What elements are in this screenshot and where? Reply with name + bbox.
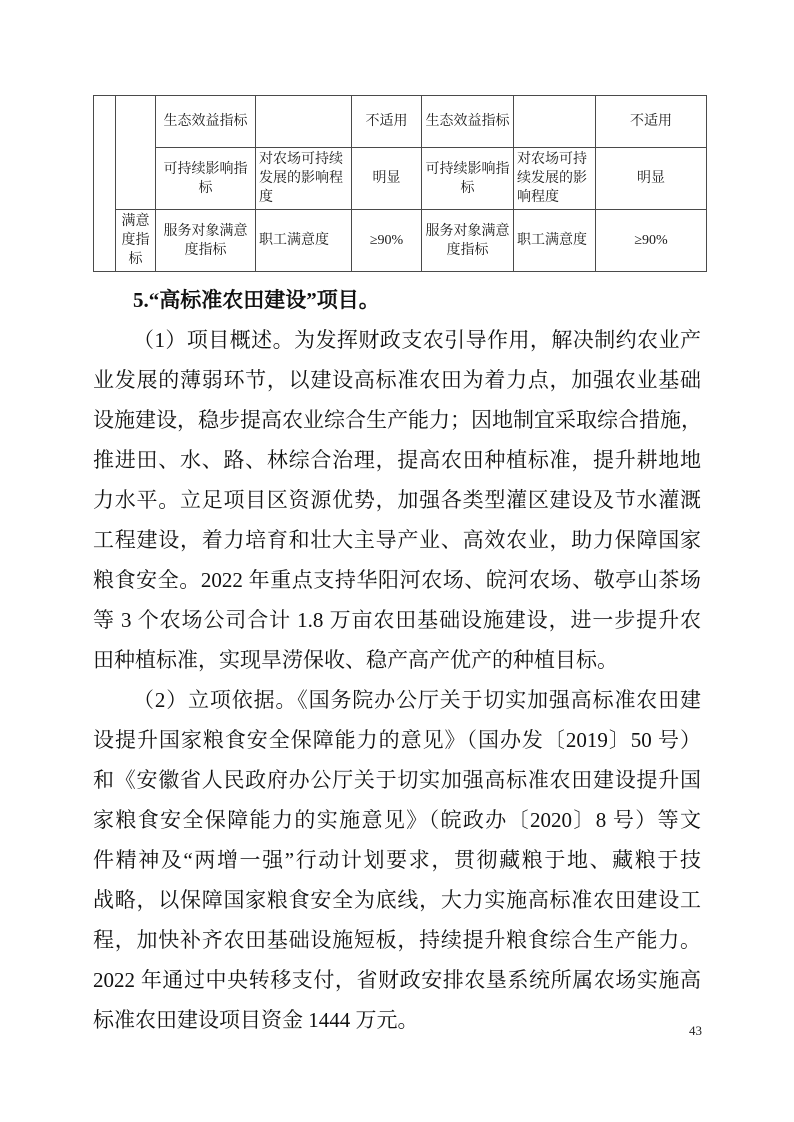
indicator-name-cell: 生态效益指标: [422, 96, 514, 148]
text-line: 设提升国家粮食安全保障能力的意见》（国办发〔2019〕50 号）: [93, 728, 701, 752]
text-line: 件精神及“两增一强”行动计划要求，贯彻藏粮于地、藏粮于技: [93, 848, 701, 872]
indicator-detail-cell: 职工满意度: [514, 210, 596, 272]
text-line: 家粮食安全保障能力的实施意见》（皖政办〔2020〕8 号）等文: [93, 808, 701, 832]
text-line: 业发展的薄弱环节，以建设高标准农田为着力点，加强农业基础: [93, 368, 701, 392]
section-heading: 5.“高标准农田建设”项目。: [133, 288, 380, 312]
indicator-name-cell: 可持续影响指标: [156, 148, 256, 210]
text-line: 战略，以保障国家粮食安全为底线，大力实施高标准农田建设工: [93, 888, 701, 912]
text-line: 田种植标准，实现旱涝保收、稳产高产优产的种植目标。: [93, 648, 618, 672]
text-line: （1）项目概述。为发挥财政支农引导作用，解决制约农业产: [133, 328, 701, 352]
indicator-value-cell: 明显: [596, 148, 707, 210]
indicator-value-cell: ≥90%: [596, 210, 707, 272]
indicator-detail-cell: [514, 96, 596, 148]
page-number: 43: [689, 1023, 702, 1038]
text-line: （2）立项依据。《国务院办公厅关于切实加强高标准农田建: [133, 688, 701, 712]
indicator-name-cell: 服务对象满意度指标: [422, 210, 514, 272]
category-cell-empty: [116, 96, 156, 210]
indicator-detail-cell: 职工满意度: [256, 210, 352, 272]
indicator-value-cell: 不适用: [352, 96, 422, 148]
category-cell: 满意度指标: [116, 210, 156, 272]
body-text: [93, 280, 701, 1040]
table-row: [94, 96, 707, 148]
text-line: 标准农田建设项目资金 1444 万元。: [93, 1008, 419, 1032]
indicator-value-cell: 不适用: [596, 96, 707, 148]
spanner-cell-left: [94, 96, 116, 272]
table-row: [94, 148, 707, 210]
indicator-detail-cell: [256, 96, 352, 148]
text-line: 和《安徽省人民政府办公厅关于切实加强高标准农田建设提升国: [93, 768, 701, 792]
paragraph-project-overview: [93, 320, 701, 680]
indicator-name-cell: 服务对象满意度指标: [156, 210, 256, 272]
text-line: 力水平。立足项目区资源优势，加强各类型灌区建设及节水灌溉: [93, 488, 701, 512]
indicator-detail-cell: 对农场可持续发展的影响程度: [256, 148, 352, 210]
text-line: 工程建设，着力培育和壮大主导产业、高效农业，助力保障国家: [93, 528, 701, 552]
indicator-name-cell: 可持续影响指标: [422, 148, 514, 210]
text-line: 程，加快补齐农田基础设施短板，持续提升粮食综合生产能力。: [93, 928, 701, 952]
indicator-name-cell: 生态效益指标: [156, 96, 256, 148]
indicator-value-cell: ≥90%: [352, 210, 422, 272]
page-content: [93, 95, 706, 1040]
text-line: 2022 年通过中央转移支付，省财政安排农垦系统所属农场实施高: [93, 968, 701, 992]
indicator-value-cell: 明显: [352, 148, 422, 210]
indicator-detail-cell: 对农场可持续发展的影响程度: [514, 148, 596, 210]
performance-indicators-table: [93, 95, 707, 272]
table-row: [94, 210, 707, 272]
text-line: 等 3 个农场公司合计 1.8 万亩农田基础设施建设，进一步提升农: [93, 608, 701, 632]
paragraph-project-basis: [93, 680, 701, 1040]
text-line: 粮食安全。2022 年重点支持华阳河农场、皖河农场、敬亭山茶场: [93, 568, 701, 592]
text-line: 推进田、水、路、林综合治理，提高农田种植标准，提升耕地地: [93, 448, 701, 472]
text-line: 设施建设，稳步提高农业综合生产能力；因地制宜采取综合措施，: [93, 408, 702, 432]
